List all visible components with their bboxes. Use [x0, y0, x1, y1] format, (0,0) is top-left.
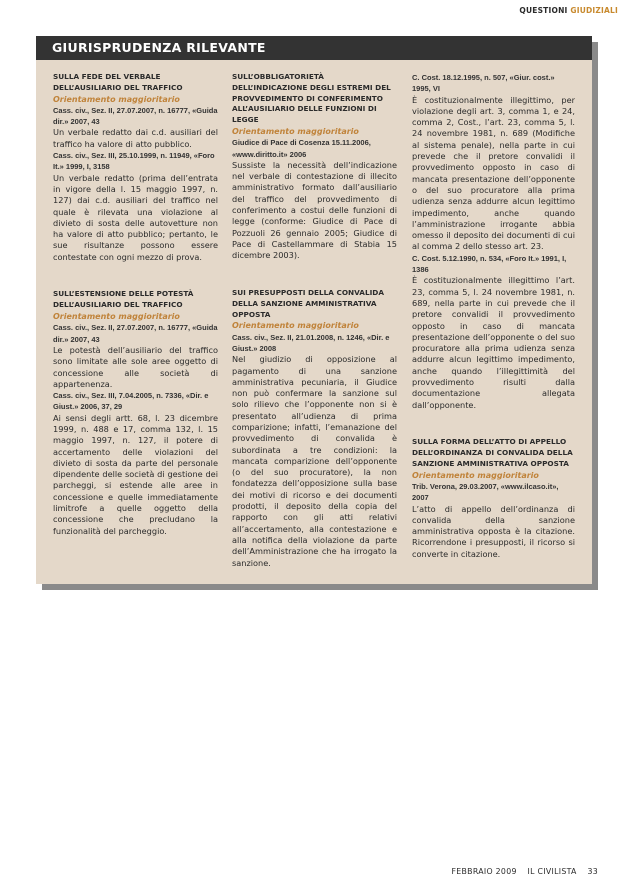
paragraph: È costituzionalmente illegittimo, per violazione degli art. 3, comma 1, e 24, comma 2, Cost., l’art. 23, comma 5, l. 24 novembre 1981, n. 689 (Modifiche al sistema penale), nella parte in cui prevede che il pretore convalidi il provvedimento opposto in caso di mancata presentazione dell’opponente o del suo procuratore alla prima udienza senza addurre alcun legittimo impedimento, anche quando l’amministrazione irrogante abbia omesso il deposito dei documenti di cui al comma 2 dello stesso art. 23. — [412, 94, 575, 252]
citation: Cass. civ., Sez. II, 21.01.2008, n. 1246, «Dir. e Giust.» 2008 — [232, 332, 390, 353]
footer-magazine: IL CIVILISTA — [527, 867, 577, 876]
footer-page-number: 33 — [587, 867, 598, 876]
citation: Cass. civ., Sez. II, 27.07.2007, n. 16777, «Guida dir.» 2007, 43 — [53, 323, 218, 344]
section-title: SULLA FEDE DEL VERBALE DELL’AUSILIARIO DEL TRAFFICO — [53, 72, 183, 92]
citation: Cass. civ., Sez. III, 7.04.2005, n. 7336, «Dir. e Giust.» 2006, 37, 29 — [53, 391, 209, 412]
section-gap — [53, 271, 218, 281]
orientation-label: Orientamento maggioritario — [232, 321, 359, 331]
paragraph: Un verbale redatto dai c.d. ausiliari del traffico ha valore di atto pubblico. — [53, 127, 218, 149]
paragraph: Ai sensi degli artt. 68, l. 23 dicembre 1999, n. 488 e 17, comma 132, l. 15 maggio 1997, n. 127, il potere di accertamento delle violazioni del divieto di sosta da parte del personale dipendente delle società di gestione dei parcheggi, si estende alle aree in concessione e quelle immediatamente limitrofe a quelle oggetto della concessione che precludano la funzionalità del parcheggio. — [53, 412, 218, 536]
orientation-label: Orientamento maggioritario — [53, 312, 180, 322]
section-title: SULL’OBBLIGATORIETÀ DELL’INDICAZIONE DEGLI ESTREMI DEL PROVVEDIMENTO DI CONFERIMENTO ALL’AUSILIARIO DELLE FUNZIONI DI LEGGE — [232, 72, 391, 125]
section-title: SUI PRESUPPOSTI DELLA CONVALIDA DELLA SANZIONE AMMINISTRATIVA OPPOSTA — [232, 287, 385, 319]
paragraph: Un verbale redatto (prima dell’entrata in vigore della l. 15 maggio 1997, n. 127) dai c.d. ausiliari del traffico nel quale è rilevata una violazione al divieto di sosta delle autovetture non ha valore di atto pubblico; pertanto, le sue risultanze possono essere contestate con ogni mezzo di prova. — [53, 172, 218, 262]
banner-title: GIURISPRUDENZA RILEVANTE — [52, 40, 266, 55]
column-3 — [412, 72, 575, 560]
header-section-prefix: QUESTIONI — [519, 6, 568, 15]
column-2 — [232, 72, 397, 569]
paragraph: Sussiste la necessità dell’indicazione nel verbale di contestazione di illecito amministrativo formato dall’ausiliario del traffico del provvedimento di conferimento a costui delle funzioni di legge (conforme: Giudice di Pace di Pozzuoli 26 gennaio 2005; Giudice di Pace di Castellammare di Stabia 15 dicembre 2003). — [232, 159, 397, 261]
orientation-label: Orientamento maggioritario — [53, 94, 180, 104]
citation: Cass. civ., Sez. III, 25.10.1999, n. 11949, «Foro It.» 1999, I, 3158 — [53, 151, 215, 172]
orientation-label: Orientamento maggioritario — [232, 126, 359, 136]
paragraph: L’atto di appello dell’ordinanza di convalida della sanzione amministrativa opposta è la citazione. Ricorrendone i presupposti, il ricorso si converte in citazione. — [412, 503, 575, 559]
orientation-label: Orientamento maggioritario — [412, 470, 539, 480]
citation: C. Cost. 5.12.1990, n. 534, «Foro It.» 1991, I, 1386 — [412, 253, 567, 275]
section-title: SULLA FORMA DELL’ATTO DI APPELLO DELL’ORDINANZA DI CONVALIDA DELLA SANZIONE AMMINISTRATIVA OPPOSTA — [412, 437, 573, 468]
section-title: SULL’ESTENSIONE DELLE POTESTÀ DELL’AUSILIARIO DEL TRAFFICO — [53, 289, 194, 310]
paragraph: Nel giudizio di opposizione al pagamento di una sanzione amministrativa pecuniaria, il Giudice non può confermare la sanzione sul solo rilievo che l’opponente non si è presentato all’udienza di prima comparizione; infatti, l’emanazione del provvedimento di convalida è subordinata a tre condizioni: la mancata comparizione dell’opponente (o del suo procuratore), la non fondatezza dell’opposizione sulla base dei motivi di ricorso e dei documenti prodotti, il deposito della copia del rapporto con gli atti relativi all’accertamento, alla contestazione e alla notifica della violazione da parte dell’Amministrazione che ha irrogato la sanzione. — [232, 354, 397, 568]
citation: Cass. civ., Sez. II, 27.07.2007, n. 16777, «Guida dir.» 2007, 43 — [53, 105, 218, 127]
running-header — [519, 6, 618, 15]
citation: Trib. Verona, 29.03.2007, «www.ilcaso.it», 2007 — [412, 481, 559, 503]
page-footer — [452, 867, 598, 876]
banner — [36, 36, 592, 60]
column-1 — [53, 72, 218, 537]
section-gap — [232, 270, 397, 280]
header-section-highlight: GIUDIZIALI — [570, 6, 618, 15]
citation: C. Cost. 18.12.1995, n. 507, «Giur. cost.» 1995, VI — [412, 73, 555, 94]
citation: Giudice di Pace di Cosenza 15.11.2006, «www.diritto.it» 2006 — [232, 138, 371, 159]
paragraph: Le potestà dell’ausiliario del traffico sono limitate alle sole aree oggetto di concessione alle società di appartenenza. — [53, 344, 218, 389]
section-gap — [412, 419, 575, 429]
footer-issue: FEBBRAIO 2009 — [451, 867, 517, 876]
paragraph: È costituzionalmente illegittimo l’art. 23, comma 5, l. 24 novembre 1981, n. 689, nella parte in cui prevede che il pretore convalidi il provvedimento opposto in caso di mancata presentazione dell’opponente o del suo procuratore alla prima udienza senza addurre alcun legittimo impedimento, anche quando l’illegittimità del provvedimento risulti dalla documentazione allegata dall’opponente. — [412, 275, 575, 410]
